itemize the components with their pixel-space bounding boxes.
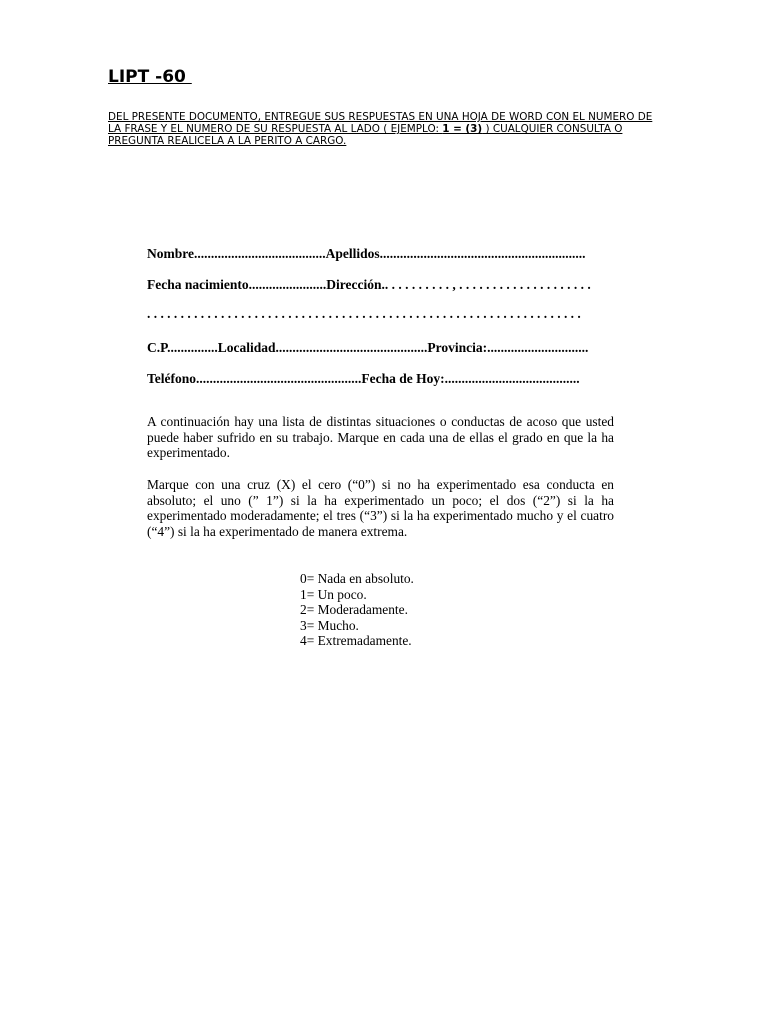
scale-item-3: 3= Mucho. [300,617,359,633]
instructions-text [108,111,668,147]
scale-item-0: 0= Nada en absoluto. [300,571,414,586]
form-telefono-fecha-hoy-line: Teléfono.................................................Fecha de Hoy:........................................ [147,371,580,386]
form-cp-localidad-provincia-line: C.P...............Localidad.............................................Provincia:.............................. [147,340,589,355]
rating-scale-list [300,571,414,649]
form-dotted-continuation-line: ................................................................. [147,306,585,321]
scale-item-1: 1= Un poco. [300,586,367,602]
form-fecha-direccion-line: Fecha nacimiento.......................Dirección.. . . . . . . . . . , . . . . . . . . . . . . . . . . . . . . [147,277,591,292]
intro-paragraph: A continuación hay una lista de distintas situaciones o conductas de acoso que usted puede haber sufrido en su trabajo. Marque en cada una de ellas el grado en que la ha experimentado. [147,414,614,461]
form-nombre-apellidos-line: Nombre.......................................Apellidos............................................................. [147,246,586,261]
instructions-before: DEL PRESENTE DOCUMENTO, ENTREGUE SUS RESPUESTAS EN UNA HOJA DE WORD CON EL NUMERO DE LA FRASE Y EL NUMERO DE SU RESPUESTA AL LADO ( EJEMPLO: [108,111,653,135]
scale-item-2: 2= Moderadamente. [300,602,408,618]
marking-instructions-paragraph: Marque con una cruz (X) el cero (“0”) si no ha experimentado esa conducta en absoluto; el uno (” 1”) si la ha experimentado un poco; el dos (“2”) si la ha experimentado moderadamente; el tres (“3”) si la ha experimentado mucho y el cuatro (“4”) si la ha experimentado de manera extrema. [147,477,614,540]
instructions-example: 1 = (3) [442,123,483,135]
instructions-after: ) CUALQUIER CONSULTA O PREGUNTA REALICELA A LA PERITO A CARGO. [108,123,623,147]
scale-item-4: 4= Extremadamente. [300,633,412,649]
document-title: LIPT -60 [108,67,192,87]
